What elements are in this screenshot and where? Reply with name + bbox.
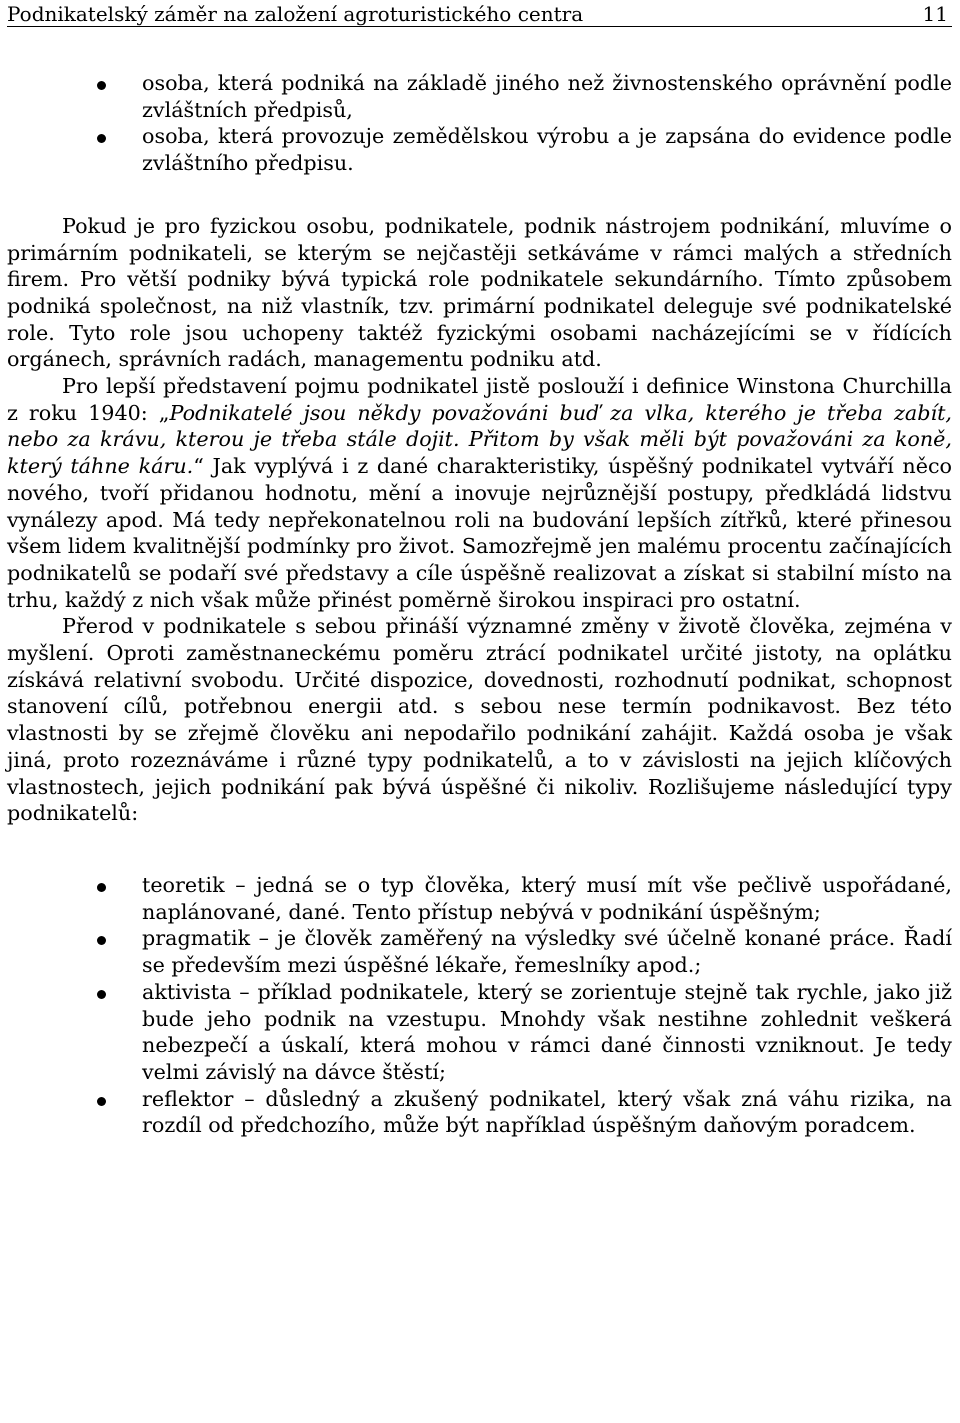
running-header xyxy=(7,0,952,27)
bullet-icon xyxy=(97,81,106,90)
list-item: reflektor – důsledný a zkušený podnikatel, který však zná váhu rizika, na rozdíl od předchozího, může být například úspěšným daňovým poradcem. xyxy=(7,1086,952,1139)
paragraph-primary-secondary: Pokud je pro fyzickou osobu, podnikatele, podnik nástrojem podnikání, mluvíme o primárním podnikateli, se kterým se nejčastěji setkáváme v rámci malých a středních firem. Pro větší podniky bývá typická role podnikatele sekundárního. Tímto způsobem podniká společnost, na niž vlastník, tzv. primární podnikatel deleguje své podnikatelské role. Tyto role jsou uchopeny taktéž fyzickými osobami nacházejícími se v řídících orgánech, správních radách, managementu podniku atd. xyxy=(7,213,952,372)
list-item: aktivista – příklad podnikatele, který se zorientuje stejně tak rychle, jako již bude jeho podnik na vzestupu. Mnohdy však nestihne zohlednit veškerá nebezpečí a úskalí, která mohou v rámci dané činnosti vzniknout. Je tedy velmi závislý na dávce štěstí; xyxy=(7,979,952,1086)
entrepreneur-types-list xyxy=(7,872,952,1139)
bullet-icon xyxy=(97,883,106,892)
paragraph-churchill: Pro lepší představení pojmu podnikatel jistě poslouží i definice Winstona Churchilla z roku 1940: „Podnikatelé jsou někdy považováni buď za vlka, kterého je třeba zabít, nebo za krávu, kterou je třeba stále dojit. Přitom by však měli být považováni za koně, který táhne káru.“ Jak vyplývá i z dané charakteristiky, úspěšný podnikatel vytváří něco nového, tvoří přidanou hodnotu, mění a inovuje nejrůznější postupy, předkládá lidstvu vynálezy apod. Má tedy nepřekonatelnou roli na budování lepších zítřků, které přinesou všem lidem kvalitnější podmínky pro život. Samozřejmě jen malému procentu začínajících podnikatelů se podaří své představy a cíle úspěšně realizovat a získat si stabilní místo na trhu, každý z nich však může přinést poměrně širokou inspiraci pro ostatní. xyxy=(7,374,953,612)
document-body xyxy=(7,70,952,1139)
churchill-quote: Podnikatelé jsou někdy považováni buď za vlka, kterého je třeba zabít, nebo za krávu, kterou je třeba stále dojit. Přitom by však měli být považováni za koně, který táhne káru. xyxy=(7,400,953,479)
bullet-icon xyxy=(97,990,106,999)
bullet-icon xyxy=(97,1097,106,1106)
page-number: 11 xyxy=(922,2,948,26)
list-item: pragmatik – je člověk zaměřený na výsledky své účelně konané práce. Řadí se především mezi úspěšné lékaře, řemeslníky apod.; xyxy=(7,925,952,978)
list-item: teoretik – jedná se o typ člověka, který musí mít vše pečlivě uspořádané, naplánované, dané. Tento přístup nebývá v podnikání úspěšným; xyxy=(7,872,952,925)
bullet-icon xyxy=(97,936,106,945)
header-title: Podnikatelský záměr na založení agroturistického centra xyxy=(7,2,584,26)
subject-list xyxy=(7,70,952,177)
paragraph-transformation: Přerod v podnikatele s sebou přináší významné změny v životě člověka, zejména v myšlení. Oproti zaměstnaneckému poměru ztrácí podnikatel určité jistoty, na oplátku získává relativní svobodu. Určité dispozice, dovednosti, rozhodnutí podnikat, schopnost stanovení cílů, potřebnou energii atd. s sebou nese termín podnikavost. Bez této vlastnosti by se zřejmě člověku ani nepodařilo podnikání zahájit. Každá osoba je však jiná, proto rozeznáváme i různé typy podnikatelů, a to v závislosti na jejich klíčových vlastnostech, jejich podnikání pak bývá úspěšné či nikoliv. Rozlišujeme následující typy podnikatelů: xyxy=(7,614,952,826)
bullet-icon xyxy=(97,134,106,143)
list-item: osoba, která provozuje zemědělskou výrobu a je zapsána do evidence podle zvláštního předpisu. xyxy=(7,123,952,176)
list-item: osoba, která podniká na základě jiného než živnostenského oprávnění podle zvláštních předpisů, xyxy=(7,70,952,123)
